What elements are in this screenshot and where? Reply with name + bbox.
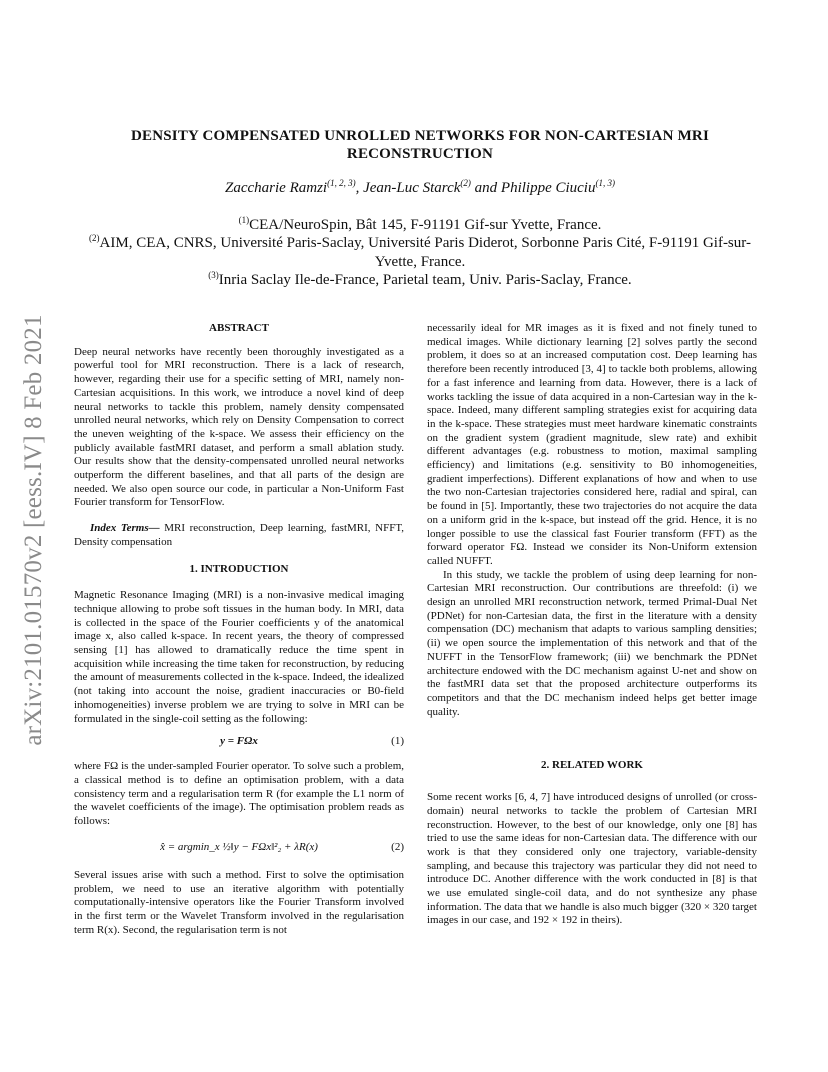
- author-separator: ,: [355, 180, 364, 196]
- related-work-heading: 2. RELATED WORK: [541, 759, 643, 772]
- author-affil-marker: (1, 2, 3): [327, 178, 356, 188]
- arxiv-stamp-text: arXiv:2101.01570v2 [eess.IV] 8 Feb 2021: [20, 314, 47, 746]
- author-affil-marker: (2): [460, 178, 471, 188]
- author-name: Zaccharie Ramzi: [225, 180, 328, 196]
- affiliation-1: [70, 216, 770, 234]
- equation-2-body: x̂ = argmin_x ½‖y − FΩx‖²₂ + λR(x): [160, 840, 318, 853]
- index-terms-label: Index Terms—: [90, 522, 160, 535]
- affiliation-text: AIM, CEA, CNRS, Université Paris-Saclay, Université Paris Diderot, Sorbonne Paris Cité, F-91191 Gif-sur-Yvette, France.: [99, 235, 751, 270]
- affiliation-marker: (3): [208, 269, 219, 280]
- equation-2-number: (2): [391, 840, 404, 853]
- affiliation-text: CEA/NeuroSpin, Bât 145, F-91191 Gif-sur Yvette, France.: [249, 217, 602, 233]
- equation-1-body: y = FΩx: [220, 735, 258, 748]
- right-column: [427, 322, 757, 928]
- author-name: Jean-Luc Starck: [363, 180, 461, 196]
- affiliation-text: Inria Saclay Ile-de-France, Parietal team, Univ. Paris-Saclay, France.: [218, 271, 632, 288]
- index-terms: [74, 522, 404, 549]
- affiliation-marker: (1): [238, 215, 250, 225]
- left-column: [74, 322, 404, 937]
- abstract-body: Deep neural networks have recently been thoroughly investigated as a powerful tool for MRI reconstruction. There is a lack of research, however, regarding their use for a specific setting of MRI, namely non-Cartesian acquisitions. In this work, we introduce a novel kind of deep neural networks to tackle this problem, namely density compensated unrolled neural networks, which rely on Density Compensation to correct the uneven weighting of the k-space. We assess their efficiency on the publicly available fastMRI dataset, and perform a small ablation study. Our results show that the density-compensated unrolled neural networks outperform the different baselines, and that all parts of the design are needed. We also open source our code, in particular a Non-Uniform Fast Fourier transform for TensorFlow.: [74, 345, 404, 509]
- author-list: [90, 180, 750, 197]
- author-name: Philippe Ciuciu: [500, 180, 596, 196]
- right-paragraph-1: necessarily ideal for MR images as it is fixed and not finely tuned to medical images. While dictionary learning [2] solves partly the second problem, it does so at an increased computation cost. Deep learning has therefore been recently introduced [3, 4] to tackle both problems, allowing for a fast inference and learning from data. However, there is a lack of works tackling the issue of data acquired in a non-Cartesian way in the k-space. Indeed, many different sampling strategies exist for acquiring data in the k-space. These strategies must meet hardware kinematic constraints on the gradient system (gradient magnitude, slew rate) and exhibit different advantages (e.g. robustness to motion, maximal sampling efficiency) and limitations (e.g. sensitivity to B0 inhomogeneities, gradient imperfections). Different explanations of how and when to use the two non-Cartesian trajectories considered here, radial and spiral, can be found in [5]. Importantly, these two trajectories do not acquire the data on a uniform grid in the k-space, but instead off the grid. Hence, it is no longer possible to use the classical fast Fourier transform (FFT) as the forward operator FΩ. Instead we consider its Non-Uniform extension called NUFFT.: [427, 322, 757, 567]
- abstract-heading: ABSTRACT: [209, 322, 269, 334]
- intro-paragraph-2: where FΩ is the under-sampled Fourier operator. To solve such a problem, a classical method is to define an optimisation problem, with a data consistency term and a regularisation term R (for example the L1 norm of the wavelet coefficients of the image). The optimisation problem reads as follows:: [74, 760, 404, 828]
- intro-paragraph-1: Magnetic Resonance Imaging (MRI) is a non-invasive medical imaging technique allowing to probe soft tissues in the human body. In MRI, data is collected in the space of the Fourier coefficients y of the anatomical image x, also called k-space. In recent years, the theory of compressed sensing [1] has allowed to dramatically reduce the time spent in acquisition while increasing the time taken for reconstruction, by reducing the amount of measurements collected in the k-space. Indeed, the idealized (not taking into account the noise, gradient inaccuracies or B0-field inhomogeneities) inverse problem we are trying to solve in MRI can be formulated in the single-coil setting as the following:: [74, 589, 404, 725]
- author-separator: and: [470, 180, 501, 196]
- index-terms-text: MRI reconstruction, Deep learning, fastMRI, NFFT, Density compensation: [74, 522, 404, 548]
- right-paragraph-2: In this study, we tackle the problem of using deep learning for non-Cartesian MRI reconstruction. Our contributions are threefold: (i) we design an unrolled MRI reconstruction network, termed Primal-Dual Net (PDNet) for non-Cartesian data, the first in the literature with a density compensation (DC) mechanism that adapts to various sampling densities; (ii) we open source the implementation of this network and that of the NUFFT in the TensorFlow framework; (iii) we benchmark the PDNet architecture endowed with the DC mechanism against U-net and show on the fastMRI data set that the proposed architecture outperforms its competitors and that the DC mechanism indeed helps get better image quality.: [427, 568, 757, 718]
- affiliation-2: [70, 234, 770, 271]
- equation-1: [74, 735, 404, 751]
- affiliation-marker: (2): [89, 233, 100, 244]
- intro-paragraph-3: Several issues arise with such a method. First to solve the optimisation problem, we need to use an iterative algorithm with potentially computationally-intensive operators like the Fourier Transform involved in the first term or the Wavelet Transform involved in the regularisation term R(x). Second, the regularisation term is not: [74, 868, 404, 936]
- affiliation-3: [70, 271, 770, 289]
- author-affil-marker: (1, 3): [595, 178, 615, 188]
- related-work-paragraph: Some recent works [6, 4, 7] have introduced designs of unrolled (or cross-domain) neural networks to tackle the problem of Cartesian MRI reconstruction. However, to the best of our knowledge, only one [8] has tried to use the same ideas for non-Cartesian data. The difference with our work is that they considered only one trajectory, variable-density sampling, and because this trajectory was particular they did not need to introduce DC. Another difference with the work conducted in [8] is that we use emulated single-coil data, and do not synthesize any phase information. The data that we handle is also much bigger (320 × 320 target images in our case, and 192 × 192 in theirs).: [427, 791, 757, 927]
- affiliations: [70, 216, 770, 289]
- arxiv-stamp: [16, 295, 52, 765]
- paper-title: DENSITY COMPENSATED UNROLLED NETWORKS FOR NON-CARTESIAN MRI RECONSTRUCTION: [131, 128, 709, 162]
- equation-1-number: (1): [391, 735, 404, 748]
- intro-heading: 1. INTRODUCTION: [189, 562, 289, 575]
- equation-2: [74, 841, 404, 857]
